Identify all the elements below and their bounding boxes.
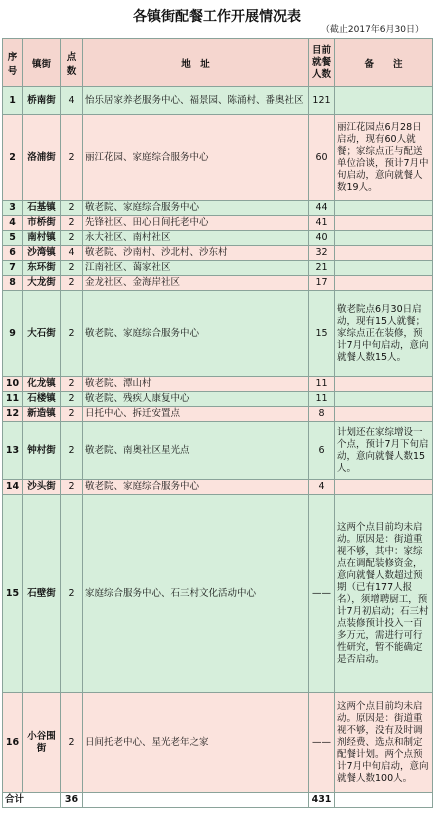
point-count: 2	[61, 291, 83, 377]
header-row	[3, 39, 433, 87]
header-diners	[309, 39, 335, 87]
address-cell: 永大社区、南村社区	[83, 231, 309, 246]
remark-cell: 丽江花园点6月28日启动，现有60人就餐；家综点正与配送单位洽谈，预计7月中旬启动，意向就餐人数19人。	[335, 115, 433, 201]
address-cell: 日间托老中心、星光老年之家	[83, 693, 309, 793]
address-cell: 怡乐居家养老服务中心、福景园、陈涌村、番奥社区	[83, 87, 309, 115]
remark-cell: 计划还在家综增设一个点，预计7月下旬启动，意向就餐人数15人。	[335, 422, 433, 480]
header-diners-line: 就餐	[311, 56, 331, 68]
row-number: 11	[3, 392, 23, 407]
point-count: 2	[61, 377, 83, 392]
point-count: 2	[61, 480, 83, 495]
town-name: 南村镇	[23, 231, 61, 246]
town-name: 大龙街	[23, 276, 61, 291]
table-row	[3, 495, 433, 693]
point-count: 2	[61, 693, 83, 793]
table-row	[3, 115, 433, 201]
diner-count: 17	[309, 276, 335, 291]
town-name: 钟村街	[23, 422, 61, 480]
remark-cell	[335, 246, 433, 261]
remark-cell: 这两个点目前均未启动。原因是：街道重视不够，没有及时调剂经费、选点和制定配餐计划。两个点预计7月中旬启动，意向就餐人数100人。	[335, 693, 433, 793]
table-row	[3, 261, 433, 276]
table-row	[3, 422, 433, 480]
row-number: 3	[3, 201, 23, 216]
town-name: 石壁街	[23, 495, 61, 693]
table-row	[3, 231, 433, 246]
row-number: 5	[3, 231, 23, 246]
point-count: 2	[61, 261, 83, 276]
town-name: 洛浦街	[23, 115, 61, 201]
row-number: 2	[3, 115, 23, 201]
row-number: 14	[3, 480, 23, 495]
diner-count: 121	[309, 87, 335, 115]
address-cell: 家庭综合服务中心、石三村文化活动中心	[83, 495, 309, 693]
header-seq: 序号	[3, 39, 23, 87]
table-row	[3, 87, 433, 115]
address-cell: 日托中心、拆迁安置点	[83, 407, 309, 422]
total-remark-empty	[335, 793, 433, 808]
town-name: 市桥街	[23, 216, 61, 231]
total-label: 合计	[3, 793, 61, 808]
point-count: 2	[61, 201, 83, 216]
table-row	[3, 201, 433, 216]
table-row	[3, 377, 433, 392]
address-cell: 金龙社区、金海岸社区	[83, 276, 309, 291]
diner-count: 4	[309, 480, 335, 495]
row-number: 13	[3, 422, 23, 480]
town-name: 东环街	[23, 261, 61, 276]
town-name: 新造镇	[23, 407, 61, 422]
header-points: 点数	[61, 39, 83, 87]
row-number: 4	[3, 216, 23, 231]
diner-count: 60	[309, 115, 335, 201]
diner-count: 11	[309, 392, 335, 407]
diner-count: 41	[309, 216, 335, 231]
diner-count: 6	[309, 422, 335, 480]
remark-cell	[335, 377, 433, 392]
remark-cell: 这两个点目前均未启动。原因是：街道重视不够，其中：家综点在调配装修资金，意向就餐人数超过预期（已有177人报名），须增聘厨工，预计7月初启动；石三村点装修预计投入一百多万元，需进行可行性研究，暂不能确定是否启动。	[335, 495, 433, 693]
row-number: 6	[3, 246, 23, 261]
remark-cell	[335, 87, 433, 115]
address-cell: 敬老院、家庭综合服务中心	[83, 291, 309, 377]
diner-count: 11	[309, 377, 335, 392]
table-row	[3, 480, 433, 495]
address-cell: 敬老院、沙南村、沙北村、沙东村	[83, 246, 309, 261]
town-name: 沙湾镇	[23, 246, 61, 261]
total-count: 431	[309, 793, 335, 808]
remark-cell	[335, 407, 433, 422]
diner-count: 15	[309, 291, 335, 377]
date-note: （截止2017年6月30日）	[320, 25, 424, 35]
row-number: 15	[3, 495, 23, 693]
diner-count: ——	[309, 693, 335, 793]
point-count: 2	[61, 231, 83, 246]
diner-count: 21	[309, 261, 335, 276]
row-number: 7	[3, 261, 23, 276]
remark-cell	[335, 392, 433, 407]
row-number: 1	[3, 87, 23, 115]
diner-count: 8	[309, 407, 335, 422]
header-town: 镇街	[23, 39, 61, 87]
address-cell: 敬老院、残疾人康复中心	[83, 392, 309, 407]
point-count: 2	[61, 276, 83, 291]
row-number: 10	[3, 377, 23, 392]
town-name: 大石街	[23, 291, 61, 377]
point-count: 4	[61, 246, 83, 261]
point-count: 2	[61, 422, 83, 480]
address-cell: 先锋社区、田心日间托老中心	[83, 216, 309, 231]
remark-cell	[335, 261, 433, 276]
table-row	[3, 693, 433, 793]
table-row	[3, 291, 433, 377]
row-number: 8	[3, 276, 23, 291]
diner-count: 32	[309, 246, 335, 261]
table-row	[3, 392, 433, 407]
town-name: 石基镇	[23, 201, 61, 216]
table-row	[3, 276, 433, 291]
total-address-empty	[83, 793, 309, 808]
address-cell: 敬老院、家庭综合服务中心	[83, 201, 309, 216]
remark-cell	[335, 480, 433, 495]
diner-count: 40	[309, 231, 335, 246]
header-diners-line: 目前	[311, 44, 331, 56]
address-cell: 敬老院、潭山村	[83, 377, 309, 392]
row-number: 12	[3, 407, 23, 422]
town-name: 石楼镇	[23, 392, 61, 407]
remark-cell	[335, 216, 433, 231]
total-points: 36	[61, 793, 83, 808]
point-count: 2	[61, 495, 83, 693]
point-count: 2	[61, 115, 83, 201]
remark-cell	[335, 231, 433, 246]
meal-service-table	[2, 38, 433, 808]
row-number: 9	[3, 291, 23, 377]
point-count: 2	[61, 407, 83, 422]
table-row	[3, 216, 433, 231]
town-name: 桥南街	[23, 87, 61, 115]
remark-cell	[335, 201, 433, 216]
address-cell: 敬老院、南奥社区星光点	[83, 422, 309, 480]
address-cell: 丽江花园、家庭综合服务中心	[83, 115, 309, 201]
town-name: 化龙镇	[23, 377, 61, 392]
address-cell: 敬老院、家庭综合服务中心	[83, 480, 309, 495]
remark-cell	[335, 276, 433, 291]
total-row	[3, 793, 433, 808]
header-remarks: 备 注	[335, 39, 433, 87]
town-name: 沙头街	[23, 480, 61, 495]
address-cell: 江南社区、蔼家社区	[83, 261, 309, 276]
point-count: 4	[61, 87, 83, 115]
diner-count: 44	[309, 201, 335, 216]
header-diners-line: 人数	[311, 68, 331, 80]
table-row	[3, 246, 433, 261]
town-name: 小谷围街	[23, 693, 61, 793]
header-address: 地 址	[83, 39, 309, 87]
point-count: 2	[61, 392, 83, 407]
remark-cell: 敬老院点6月30日启动，现有15人就餐；家综点正在装修，预计7月中旬启动，意向就餐人数15人。	[335, 291, 433, 377]
page-title: 各镇街配餐工作开展情况表	[133, 9, 301, 25]
point-count: 2	[61, 216, 83, 231]
diner-count: ——	[309, 495, 335, 693]
row-number: 16	[3, 693, 23, 793]
table-row	[3, 407, 433, 422]
